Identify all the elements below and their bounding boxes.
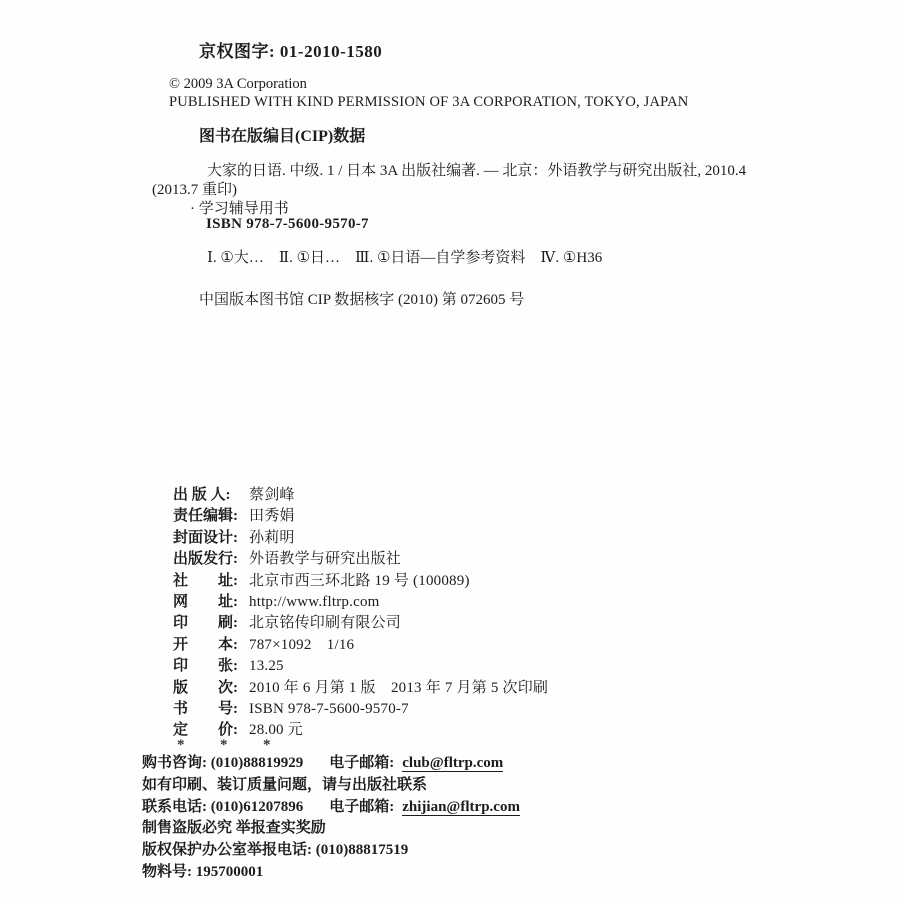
email-label: 电子邮箱:: [329, 798, 395, 815]
material-number-line: 物料号: 195700001: [142, 863, 264, 880]
purchase-inquiry-line: [142, 753, 520, 775]
cip-classification-line: Ⅰ. ①大… Ⅱ. ①日… Ⅲ. ①日语—自学参考资料 Ⅳ. ①H36: [207, 250, 603, 266]
colophon-value: 2010 年 6 月第 1 版 2013 年 7 月第 5 次印刷: [249, 679, 549, 696]
cip-isbn-line: ISBN 978-7-5600-9570-7: [206, 216, 369, 232]
colophon-row-edition: [173, 678, 548, 699]
colophon-label: 印 张:: [173, 658, 238, 675]
colophon-value: 787×1092 1/16: [249, 636, 355, 653]
colophon-row-website: [173, 592, 548, 613]
zhijian-email: zhijian@fltrp.com: [402, 798, 520, 815]
colophon-value: 蔡剑峰: [249, 487, 295, 503]
club-email: club@fltrp.com: [402, 755, 504, 771]
copyright-permission-line: PUBLISHED WITH KIND PERMISSION OF 3A CORPORATION, TOKYO, JAPAN: [169, 94, 689, 110]
email-label: 电子邮箱:: [329, 755, 395, 771]
colophon-row-format: [173, 635, 548, 656]
registration-number-line: 京权图字: 01-2010-1580: [199, 42, 383, 61]
colophon-row-isbn: [173, 699, 548, 720]
colophon-row-editor: [173, 506, 548, 527]
star-separator: [177, 737, 306, 754]
cip-description-line2: (2013.7 重印): [152, 182, 237, 198]
colophon-table: [173, 485, 548, 742]
contact-phone-line: [142, 797, 520, 819]
contact-phone: 联系电话: (010)61207896: [142, 798, 304, 815]
quality-notice-line: 如有印刷、装订质量问题，请与出版社联系: [142, 776, 428, 793]
colophon-label: 定 价:: [173, 722, 238, 739]
copyright-notice: © 2009 3A Corporation: [169, 76, 307, 92]
purchase-phone: 购书咨询: (010)88819929: [142, 755, 304, 771]
colophon-label: 出 版 人:: [173, 487, 231, 503]
star-glyph: *: [263, 737, 271, 753]
colophon-value: 孙莉明: [249, 529, 295, 546]
colophon-row-publisher: [173, 549, 548, 570]
colophon-row-printer: [173, 613, 548, 634]
colophon-value: 外语教学与研究出版社: [249, 551, 402, 568]
colophon-value: 北京市西三环北路 19 号 (100089): [249, 572, 470, 589]
colophon-label: 印 刷:: [173, 615, 238, 632]
colophon-label: 书 号:: [173, 700, 238, 717]
colophon-row-address: [173, 571, 548, 592]
colophon-value: 28.00 元: [249, 722, 303, 739]
colophon-value: http://www.fltrp.com: [249, 593, 380, 610]
footer-contact-block: [142, 753, 520, 884]
colophon-label: 开 本:: [173, 636, 238, 653]
star-glyph: *: [177, 737, 185, 753]
colophon-value: 13.25: [249, 658, 284, 675]
cip-subtitle-line: · 学习辅导用书: [190, 201, 289, 217]
colophon-label: 责任编辑:: [173, 508, 238, 525]
colophon-label: 出版发行:: [173, 551, 238, 568]
copyright-office-phone-line: 版权保护办公室举报电话: (010)88817519: [142, 842, 409, 859]
cip-heading: 图书在版编目(CIP)数据: [199, 128, 366, 145]
colophon-row-publisher-person: [173, 485, 548, 506]
colophon-label: 网 址:: [173, 593, 238, 610]
colophon-label: 版 次:: [173, 679, 238, 696]
anti-piracy-line: 制售盗版必究 举报查实奖励: [142, 820, 326, 837]
colophon-value: ISBN 978-7-5600-9570-7: [249, 700, 409, 717]
colophon-row-sheets: [173, 656, 548, 677]
colophon-value: 田秀娟: [249, 508, 295, 525]
colophon-row-cover-design: [173, 528, 548, 549]
cip-description-line1: 大家的日语. 中级. 1 / 日本 3A 出版社编著. — 北京：外语教学与研究出版社, 2010.4: [207, 163, 747, 179]
star-glyph: *: [220, 737, 228, 753]
colophon-value: 北京铭传印刷有限公司: [249, 615, 402, 632]
colophon-label: 封面设计:: [173, 529, 238, 546]
colophon-label: 社 址:: [173, 572, 238, 589]
cip-record-number-line: 中国版本图书馆 CIP 数据核字 (2010) 第 072605 号: [199, 292, 525, 308]
